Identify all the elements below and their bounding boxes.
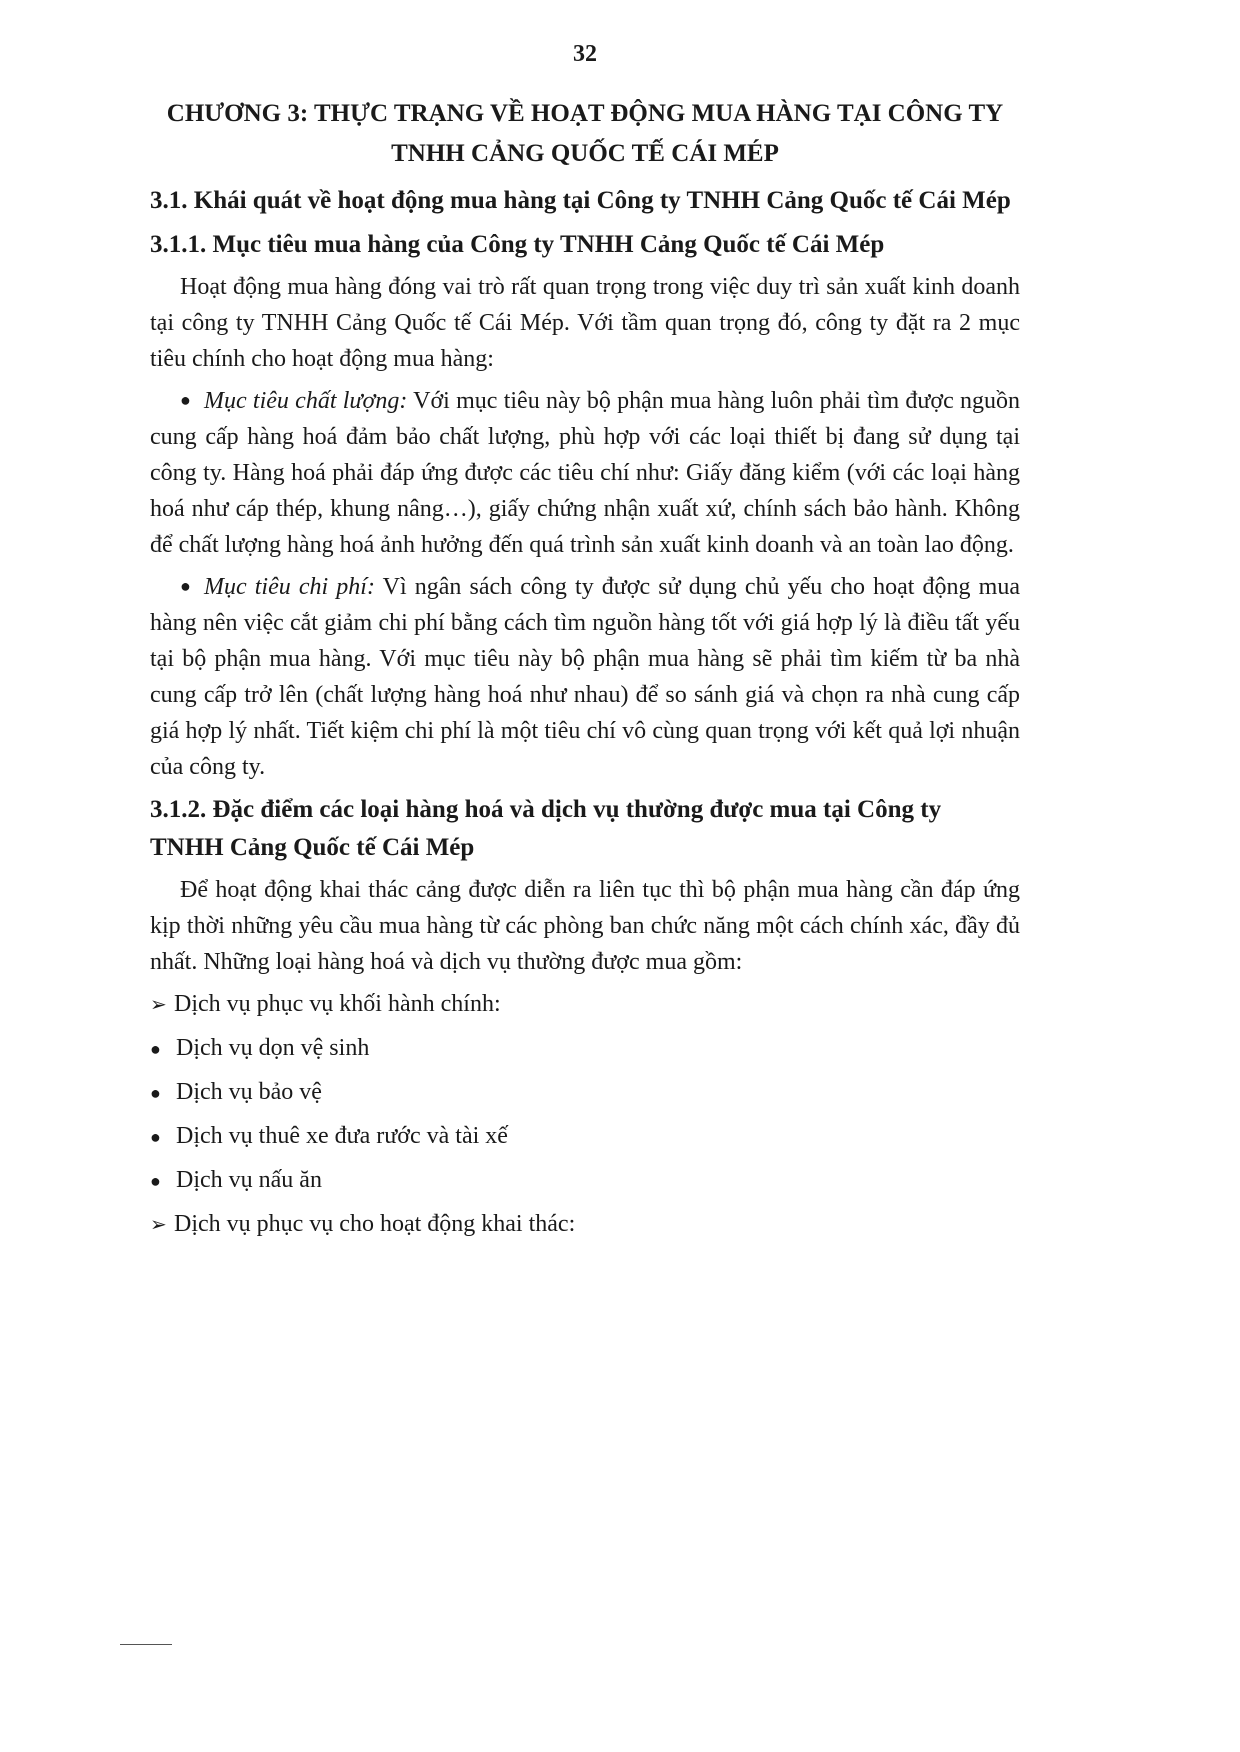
- page-number: 32: [573, 41, 597, 67]
- arrow-bullet-icon: ➢: [150, 994, 167, 1016]
- list-item: [150, 1030, 1020, 1066]
- list-item: [150, 1118, 1020, 1154]
- goal-quality-label: Mục tiêu chất lượng:: [204, 388, 408, 414]
- section-heading-3-1: 3.1. Khái quát về hoạt động mua hàng tại Công ty TNHH Cảng Quốc tế Cái Mép: [150, 187, 1011, 214]
- bullet-icon: ●: [150, 1039, 161, 1059]
- bullet-icon: ●: [150, 1171, 161, 1191]
- list-item-text: Dịch vụ thuê xe đưa rước và tài xế: [176, 1123, 508, 1149]
- goal-quality-text: Với mục tiêu này bộ phận mua hàng luôn phải tìm được nguồn cung cấp hàng hoá đảm bảo chất lượng, phù hợp với các loại thiết bị đang sử dụng tại công ty. Hàng hoá phải đáp ứng được các tiêu chí như: Giấy đăng kiểm (với các loại hàng hoá như cáp thép, khung nâng…), giấy chứng nhận xuất xứ, chính sách bảo hành. Không để chất lượng hàng hoá ảnh hưởng đến quá trình sản xuất kinh doanh và an toàn lao động.: [150, 388, 1021, 558]
- list-item-text: Dịch vụ bảo vệ: [176, 1079, 322, 1105]
- bullet-icon: ●: [150, 1083, 161, 1103]
- admin-services-heading-text: Dịch vụ phục vụ khối hành chính:: [174, 991, 501, 1017]
- list-item-text: Dịch vụ dọn vệ sinh: [176, 1035, 370, 1061]
- list-item: [150, 1074, 1020, 1110]
- chapter-title-line-2: TNHH CẢNG QUỐC TẾ CÁI MÉP: [391, 140, 779, 167]
- arrow-bullet-icon: ➢: [150, 1214, 167, 1236]
- bullet-icon: ●: [150, 1127, 161, 1147]
- chapter-title: [120, 94, 1050, 174]
- list-item: [150, 1162, 1020, 1198]
- intro-paragraph: Hoạt động mua hàng đóng vai trò rất quan trọng trong việc duy trì sản xuất kinh doanh tại công ty TNHH Cảng Quốc tế Cái Mép. Với tầm quan trọng đó, công ty đặt ra 2 mục tiêu chính cho hoạt động mua hàng:: [150, 274, 1020, 372]
- goal-cost-item: [150, 569, 1020, 785]
- section-heading-3-1-1: 3.1.1. Mục tiêu mua hàng của Công ty TNHH Cảng Quốc tế Cái Mép: [150, 230, 885, 258]
- list-item-text: Dịch vụ nấu ăn: [176, 1167, 322, 1193]
- goal-cost-label: Mục tiêu chi phí:: [204, 574, 375, 600]
- goal-cost-text: Vì ngân sách công ty được sử dụng chủ yếu cho hoạt động mua hàng nên việc cắt giảm chi phí bằng cách tìm nguồn hàng tốt với giá hợp lý là điều tất yếu tại bộ phận mua hàng. Với mục tiêu này bộ phận mua hàng sẽ phải tìm kiếm từ ba nhà cung cấp trở lên (chất lượng hàng hoá như nhau) để so sánh giá và chọn ra nhà cung cấp giá hợp lý nhất. Tiết kiệm chi phí là một tiêu chí vô cùng quan trọng với kết quả lợi nhuận của công ty.: [150, 574, 1020, 780]
- bullet-icon: ●: [180, 390, 191, 410]
- operation-services-heading: [150, 1206, 1020, 1242]
- goal-quality-item: [150, 383, 1020, 563]
- chapter-title-line-1: CHƯƠNG 3: THỰC TRẠNG VỀ HOẠT ĐỘNG MUA HÀNG TẠI CÔNG TY: [166, 100, 1004, 127]
- admin-services-heading: [150, 986, 1020, 1022]
- operation-services-heading-text: Dịch vụ phục vụ cho hoạt động khai thác:: [174, 1211, 576, 1237]
- footer-divider: [120, 1644, 172, 1645]
- section-heading-3-1-2: 3.1.2. Đặc điểm các loại hàng hoá và dịch vụ thường được mua tại Công ty TNHH Cảng Quốc tế Cái Mép: [150, 796, 942, 861]
- bullet-icon: ●: [180, 576, 191, 596]
- services-paragraph: Để hoạt động khai thác cảng được diễn ra liên tục thì bộ phận mua hàng cần đáp ứng kịp thời những yêu cầu mua hàng từ các phòng ban chức năng một cách chính xác, đầy đủ nhất. Những loại hàng hoá và dịch vụ thường được mua gồm:: [150, 877, 1020, 975]
